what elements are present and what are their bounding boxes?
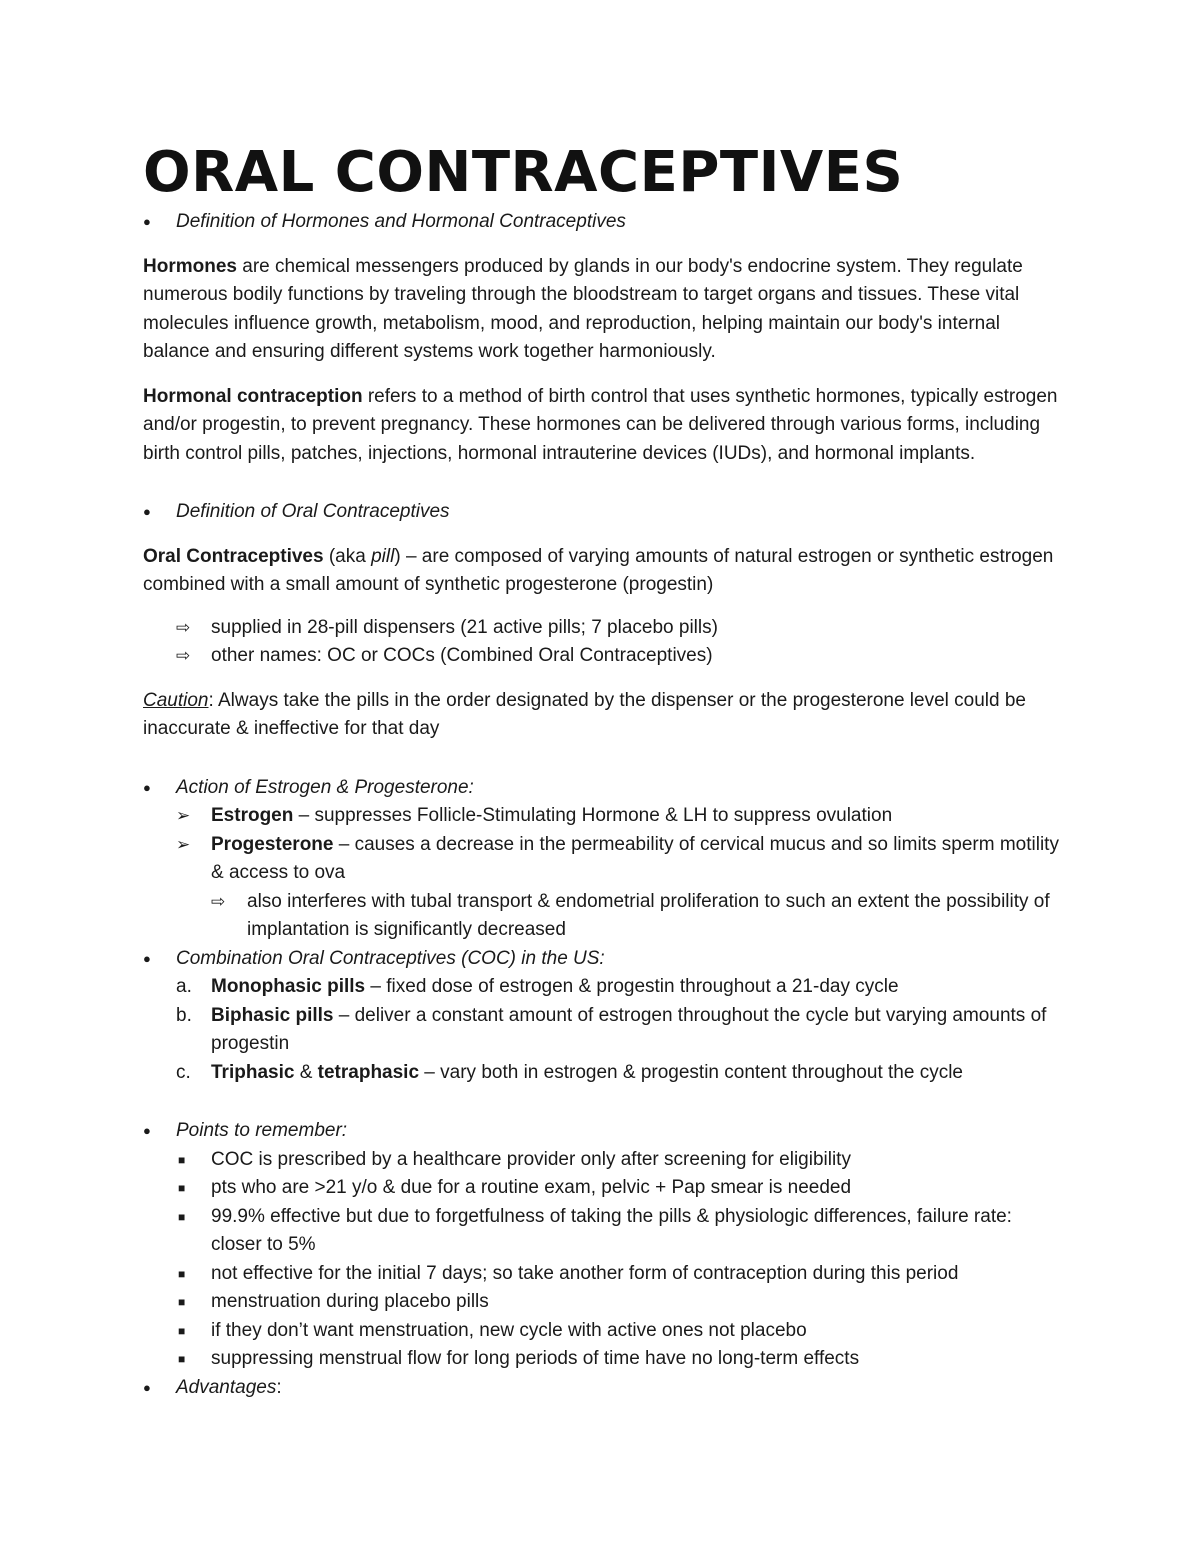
square-bullet-icon: ■ (178, 1266, 186, 1281)
list-item (143, 1260, 1063, 1289)
arrow-outline-icon: ⇨ (211, 891, 226, 911)
hormonal-contraception-text: refers to a method of birth control that uses synthetic hormones, typically estrogen and/or progestin, to prevent pregnancy. These hormones can be delivered through various forms, including birth control pills, patches, injections, hormonal intrauterine devices (IUDs), and hormonal implants. (143, 385, 1058, 464)
list-item-text: not effective for the initial 7 days; so take another form of contraception during this period (211, 1262, 959, 1284)
page-title: ORAL CONTRACEPTIVES (143, 140, 904, 205)
list-item-text: 99.9% effective but due to forgetfulness of taking the pills & physiologic differences, failure rate: closer to 5% (211, 1205, 1012, 1255)
list-item (143, 1174, 1063, 1203)
progesterone-term: Progesterone (211, 833, 334, 855)
pill-term: pill (371, 545, 395, 567)
caution-text: : Always take the pills in the order designated by the dispenser or the progesterone level could be inaccurate & ineffective for that day (143, 689, 1027, 739)
list-item (143, 1059, 1063, 1088)
list-item-text: & (294, 1061, 318, 1083)
hormonal-contraception-term: Hormonal contraception (143, 385, 363, 407)
list-item-text: also interferes with tubal transport & endometrial proliferation to such an extent the possibility of implantation is significantly decreased (247, 890, 1050, 940)
square-bullet-icon: ■ (178, 1352, 186, 1366)
hormones-paragraph (143, 253, 1063, 367)
coc-type-term: Triphasic (211, 1061, 295, 1083)
list-item (143, 831, 1063, 888)
estrogen-term: Estrogen (211, 805, 294, 826)
arrow-outline-icon: ⇨ (176, 617, 191, 637)
list-item (143, 1002, 1063, 1059)
aka-prefix: (aka (323, 545, 372, 567)
section-heading-definitions: ● Definition of Hormones and Hormonal Contraceptives (143, 208, 1063, 237)
section-heading-advantages (143, 1374, 1063, 1403)
estrogen-text: – suppresses Follicle-Stimulating Hormone & LH to suppress ovulation (293, 805, 893, 826)
square-bullet-icon: ■ (178, 1323, 186, 1338)
section-heading-points: ● Points to remember: (143, 1117, 1063, 1146)
list-item-text: menstruation during placebo pills (211, 1291, 489, 1312)
arrowhead-icon: ➢ (176, 834, 191, 854)
list-item (143, 642, 1063, 671)
oral-contraceptives-term: Oral Contraceptives (143, 545, 324, 567)
list-marker: b. (176, 1004, 192, 1026)
advantages-colon: : (276, 1376, 282, 1398)
progesterone-text: – causes a decrease in the permeability of cervical mucus and so limits sperm motility & access to ova (211, 833, 1059, 883)
section-heading-coc: ● Combination Oral Contraceptives (COC) in the US: (143, 945, 1063, 974)
coc-type-term: Monophasic pills (211, 976, 366, 997)
square-bullet-icon: ■ (178, 1181, 186, 1195)
hormonal-contraception-paragraph (143, 383, 1063, 469)
advantages-label: Advantages (176, 1376, 277, 1398)
document-body (143, 140, 1063, 1402)
list-item (143, 614, 1063, 643)
list-item-text: suppressing menstrual flow for long periods of time have no long-term effects (211, 1348, 860, 1369)
section-heading-action: ● Action of Estrogen & Progesterone: (143, 774, 1063, 803)
square-bullet-icon: ■ (178, 1295, 186, 1309)
oral-contraceptives-paragraph (143, 543, 1063, 600)
square-bullet-icon: ■ (178, 1152, 186, 1167)
arrowhead-icon: ➢ (176, 806, 191, 825)
list-item-text: – fixed dose of estrogen & progestin throughout a 21-day cycle (365, 976, 899, 997)
arrow-outline-icon: ⇨ (176, 646, 191, 665)
list-item-text: pts who are >21 y/o & due for a routine exam, pelvic + Pap smear is needed (211, 1177, 852, 1198)
list-item (143, 1317, 1063, 1346)
list-item (143, 973, 1063, 1002)
list-item (143, 1203, 1063, 1260)
list-marker: c. (176, 1061, 191, 1083)
section-heading-oral-contraceptives: ● Definition of Oral Contraceptives (143, 498, 1063, 527)
square-bullet-icon: ■ (178, 1209, 186, 1224)
list-item (143, 1288, 1063, 1317)
list-item-text: COC is prescribed by a healthcare provider only after screening for eligibility (211, 1148, 851, 1170)
hormones-term: Hormones (143, 255, 237, 277)
list-item (143, 888, 1063, 945)
list-item (143, 802, 1063, 831)
list-item-text: other names: OC or COCs (Combined Oral Contraceptives) (211, 645, 713, 666)
oral-contraceptives-text: ) – are composed of varying amounts of natural estrogen or synthetic estrogen combined with a small amount of synthetic progesterone (progestin) (143, 545, 1054, 595)
list-item-text: – deliver a constant amount of estrogen throughout the cycle but varying amounts of progestin (211, 1004, 1047, 1054)
list-item-text: – vary both in estrogen & progestin content throughout the cycle (419, 1061, 963, 1083)
caution-label: Caution (143, 689, 209, 711)
list-item (143, 1345, 1063, 1374)
list-item-text: if they don’t want menstruation, new cycle with active ones not placebo (211, 1319, 807, 1341)
list-item-text: supplied in 28-pill dispensers (21 active pills; 7 placebo pills) (211, 616, 718, 638)
coc-type-term: tetraphasic (317, 1061, 420, 1083)
list-marker: a. (176, 976, 192, 997)
list-item (143, 1146, 1063, 1175)
caution-paragraph (143, 687, 1063, 744)
coc-type-term: Biphasic pills (211, 1004, 334, 1026)
hormones-text: are chemical messengers produced by glands in our body's endocrine system. They regulate numerous bodily functions by traveling through the bloodstream to target organs and tissues. These vital molecules influence growth, metabolism, mood, and reproduction, helping maintain our body's internal balance and ensuring different systems work together harmoniously. (143, 255, 1023, 362)
